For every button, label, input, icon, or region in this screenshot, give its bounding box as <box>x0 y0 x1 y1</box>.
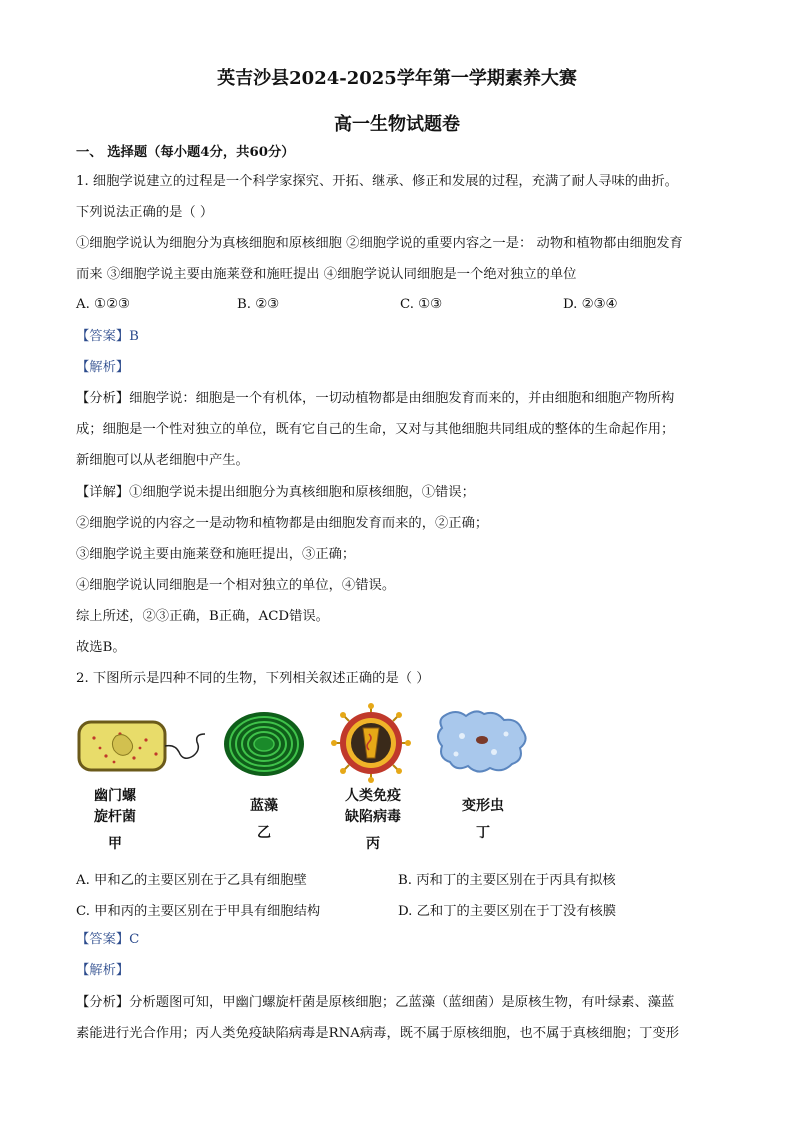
q2-analysis-label: 【解析】 <box>76 963 130 978</box>
figure-name-bing-line1: 人类免疫 <box>345 788 401 804</box>
q1-option-b: B. ②③ <box>237 297 280 312</box>
figure-caption-ding <box>447 796 519 844</box>
figure-caption-bing <box>331 786 415 855</box>
q2-stem: 2. 下图所示是四种不同的生物，下列相关叙述正确的是（ ） <box>76 671 430 686</box>
hiv-virus-illustration <box>330 702 412 784</box>
helicobacter-illustration <box>76 718 216 774</box>
q2-analysis-line1: 【分析】分析题图可知，甲幽门螺旋杆菌是原核细胞；乙蓝藻（蓝细菌）是原核生物，有叶绿素、藻蓝 <box>76 995 675 1010</box>
q1-summary: 综上所述，②③正确，B正确，ACD错误。 <box>76 609 329 624</box>
exam-title: 英吉沙县2024-2025学年第一学期素养大赛 <box>217 68 577 89</box>
q2-option-d: D. 乙和丁的主要区别在于丁没有核膜 <box>398 904 617 919</box>
q1-analysis-line1: 【分析】细胞学说：细胞是一个有机体，一切动植物都是由细胞发育而来的，并由细胞和细胞产物所构 <box>76 391 675 406</box>
section-heading: 一、 选择题（每小题4分，共60分） <box>76 145 295 160</box>
q1-stem-line4: 而来 ③细胞学说主要由施莱登和施旺提出 ④细胞学说认同细胞是一个绝对独立的单位 <box>76 267 577 282</box>
q1-analysis-label: 【解析】 <box>76 360 130 375</box>
q1-stem-line1: 1. 细胞学说建立的过程是一个科学家探究、开拓、继承、修正和发展的过程，充满了耐人寻味的曲折。 <box>76 174 678 189</box>
figure-caption-yi <box>229 796 299 844</box>
q1-choose: 故选B。 <box>76 640 126 655</box>
figure-name-ding: 变形虫 <box>462 798 504 814</box>
cyanobacteria-illustration <box>222 710 306 778</box>
figure-caption-jia <box>80 786 150 855</box>
q2-option-a: A. 甲和乙的主要区别在于乙具有细胞壁 <box>76 873 307 888</box>
q1-detail-line1: 【详解】①细胞学说未提出细胞分为真核细胞和原核细胞，①错误； <box>76 485 475 500</box>
figure-name-bing-line2: 缺陷病毒 <box>345 809 401 825</box>
q1-analysis-line3: 新细胞可以从老细胞中产生。 <box>76 453 249 468</box>
figure-name-yi: 蓝藻 <box>250 798 278 814</box>
q2-option-b: B. 丙和丁的主要区别在于丙具有拟核 <box>398 873 616 888</box>
q1-stem-line3: ①细胞学说认为细胞分为真核细胞和原核细胞 ②细胞学说的重要内容之一是： 动物和植物都由细胞发育 <box>76 236 683 251</box>
figure-label-jia: 甲 <box>108 836 122 852</box>
exam-subtitle: 高一生物试题卷 <box>334 114 460 135</box>
q1-detail-line3: ③细胞学说主要由施莱登和施旺提出，③正确； <box>76 547 356 562</box>
q1-analysis-line2: 成；细胞是一个性对独立的单位，既有它自己的生命，又对与其他细胞共同组成的整体的生命起作用； <box>76 422 675 437</box>
figure-label-ding: 丁 <box>476 825 490 841</box>
figure-name-jia-line1: 幽门螺 <box>94 788 136 804</box>
figure-label-yi: 乙 <box>257 825 271 841</box>
q1-detail-line4: ④细胞学说认同细胞是一个相对独立的单位，④错误。 <box>76 578 396 593</box>
q1-detail-line2: ②细胞学说的内容之一是动物和植物都是由细胞发育而来的，②正确； <box>76 516 489 531</box>
q1-answer: 【答案】B <box>76 329 139 344</box>
figure-label-bing: 丙 <box>366 836 380 852</box>
q1-option-d: D. ②③④ <box>563 297 618 312</box>
amoeba-illustration <box>432 706 532 778</box>
q1-option-c: C. ①③ <box>400 297 442 312</box>
q1-option-a: A. ①②③ <box>76 297 130 312</box>
q2-answer: 【答案】C <box>76 932 140 947</box>
q2-option-c: C. 甲和丙的主要区别在于甲具有细胞结构 <box>76 904 321 919</box>
figure-name-jia-line2: 旋杆菌 <box>94 809 136 825</box>
q2-analysis-line2: 素能进行光合作用；丙人类免疫缺陷病毒是RNA病毒，既不属于原核细胞，也不属于真核细胞；丁变形 <box>76 1026 680 1041</box>
q1-stem-line2: 下列说法正确的是（ ） <box>76 205 214 220</box>
